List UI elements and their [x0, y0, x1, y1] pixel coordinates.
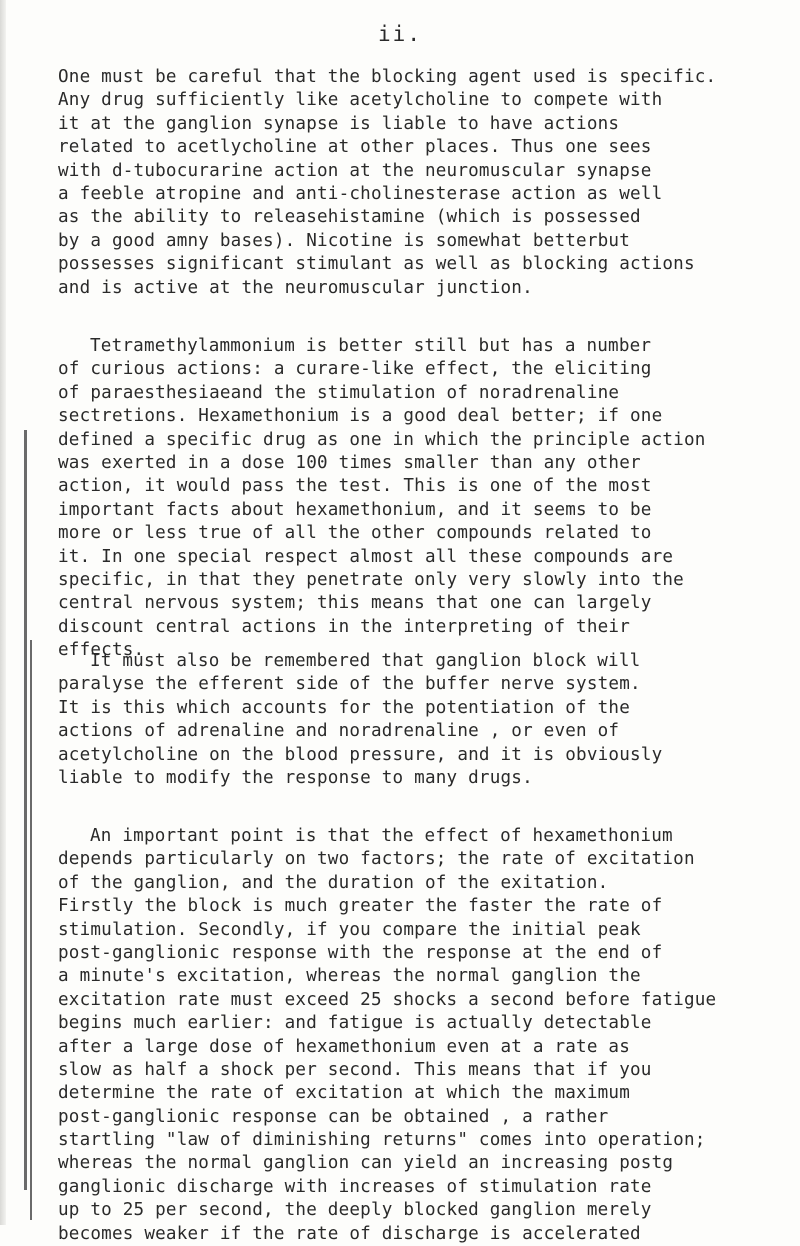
text-line: was exerted in a dose 100 times smaller than any other: [58, 452, 641, 473]
scan-shadow-mark: [24, 430, 27, 1190]
text-line: sectretions. Hexamethonium is a good deal better; if one: [58, 406, 663, 427]
paragraph-4: [58, 825, 798, 1246]
text-line: defined a specific drug as one in which the principle action: [58, 429, 706, 450]
text-line: determine the rate of excitation at which the maximum: [58, 1083, 630, 1104]
text-line: after a large dose of hexamethonium even at a rate as: [58, 1036, 630, 1057]
text-line: whereas the normal ganglion can yield an increasing postg: [58, 1153, 674, 1174]
text-line: Firstly the block is much greater the faster the rate of: [58, 896, 663, 917]
text-line: a feeble atropine and anti-cholinesterase action as well: [58, 183, 663, 204]
text-line: post-ganglionic response can be obtained , a rather: [58, 1106, 609, 1127]
binding-edge: [0, 0, 6, 1225]
text-line: related to acetlycholine at other places. Thus one sees: [58, 137, 652, 158]
text-line: a minute's excitation, whereas the normal ganglion the: [58, 966, 641, 987]
text-line: it. In one special respect almost all these compounds are: [58, 546, 674, 567]
text-line: liable to modify the response to many drugs.: [58, 767, 533, 788]
text-line: actions of adrenaline and noradrenaline , or even of: [58, 721, 620, 742]
text-line: of the ganglion, and the duration of the exitation.: [58, 872, 609, 893]
text-line: Tetramethylammonium is better still but has a number: [90, 336, 652, 356]
text-line: with d-tubocurarine action at the neuromuscular synapse: [58, 160, 652, 181]
paragraph-2: [58, 335, 798, 662]
text-line: startling "law of diminishing returns" comes into operation;: [58, 1130, 706, 1151]
text-line: effects.: [58, 640, 145, 661]
scan-shadow-mark: [30, 640, 32, 1220]
text-line: central nervous system; this means that one can largely: [58, 593, 652, 614]
text-line: One must be careful that the blocking agent used is specific.: [58, 67, 717, 87]
text-line: stimulation. Secondly, if you compare the initial peak: [58, 919, 641, 940]
text-line: An important point is that the effect of hexamethonium: [90, 826, 673, 846]
text-line: It must also be remembered that ganglion block will: [90, 651, 641, 671]
text-line: important facts about hexamethonium, and it seems to be: [58, 499, 652, 520]
text-line: Any drug sufficiently like acetylcholine to compete with: [58, 90, 663, 111]
text-line: begins much earlier: and fatigue is actually detectable: [58, 1013, 652, 1034]
text-line: slow as half a shock per second. This means that if you: [58, 1059, 652, 1080]
text-line: acetylcholine on the blood pressure, and it is obviously: [58, 744, 663, 765]
text-line: up to 25 per second, the deeply blocked ganglion merely: [58, 1200, 652, 1221]
paragraph-3: [58, 650, 798, 790]
text-line: ganglionic discharge with increases of stimulation rate: [58, 1176, 652, 1197]
text-line: becomes weaker if the rate of discharge is accelerated: [58, 1223, 641, 1244]
text-line: it at the ganglion synapse is liable to have actions: [58, 113, 620, 134]
page-number: ii.: [378, 22, 422, 46]
text-line: depends particularly on two factors; the rate of excitation: [58, 849, 695, 870]
text-line: possesses significant stimulant as well as blocking actions: [58, 254, 695, 275]
text-line: more or less true of all the other compounds related to: [58, 523, 652, 544]
text-line: post-ganglionic response with the response at the end of: [58, 942, 663, 963]
text-line: It is this which accounts for the potentiation of the: [58, 697, 630, 718]
paragraph-1: [58, 66, 798, 300]
text-line: of paraesthesiaeand the stimulation of noradrenaline: [58, 382, 620, 403]
text-line: discount central actions in the interpreting of their: [58, 616, 630, 637]
text-line: specific, in that they penetrate only very slowly into the: [58, 569, 684, 590]
text-line: by a good amny bases). Nicotine is somewhat betterbut: [58, 230, 630, 251]
text-line: excitation rate must exceed 25 shocks a second before fatigue: [58, 989, 717, 1010]
text-line: of curious actions: a curare-like effect, the eliciting: [58, 359, 652, 380]
text-line: paralyse the efferent side of the buffer nerve system.: [58, 674, 641, 695]
text-line: as the ability to releasehistamine (which is possessed: [58, 207, 641, 228]
text-line: action, it would pass the test. This is one of the most: [58, 476, 652, 497]
text-line: and is active at the neuromuscular junction.: [58, 277, 533, 298]
